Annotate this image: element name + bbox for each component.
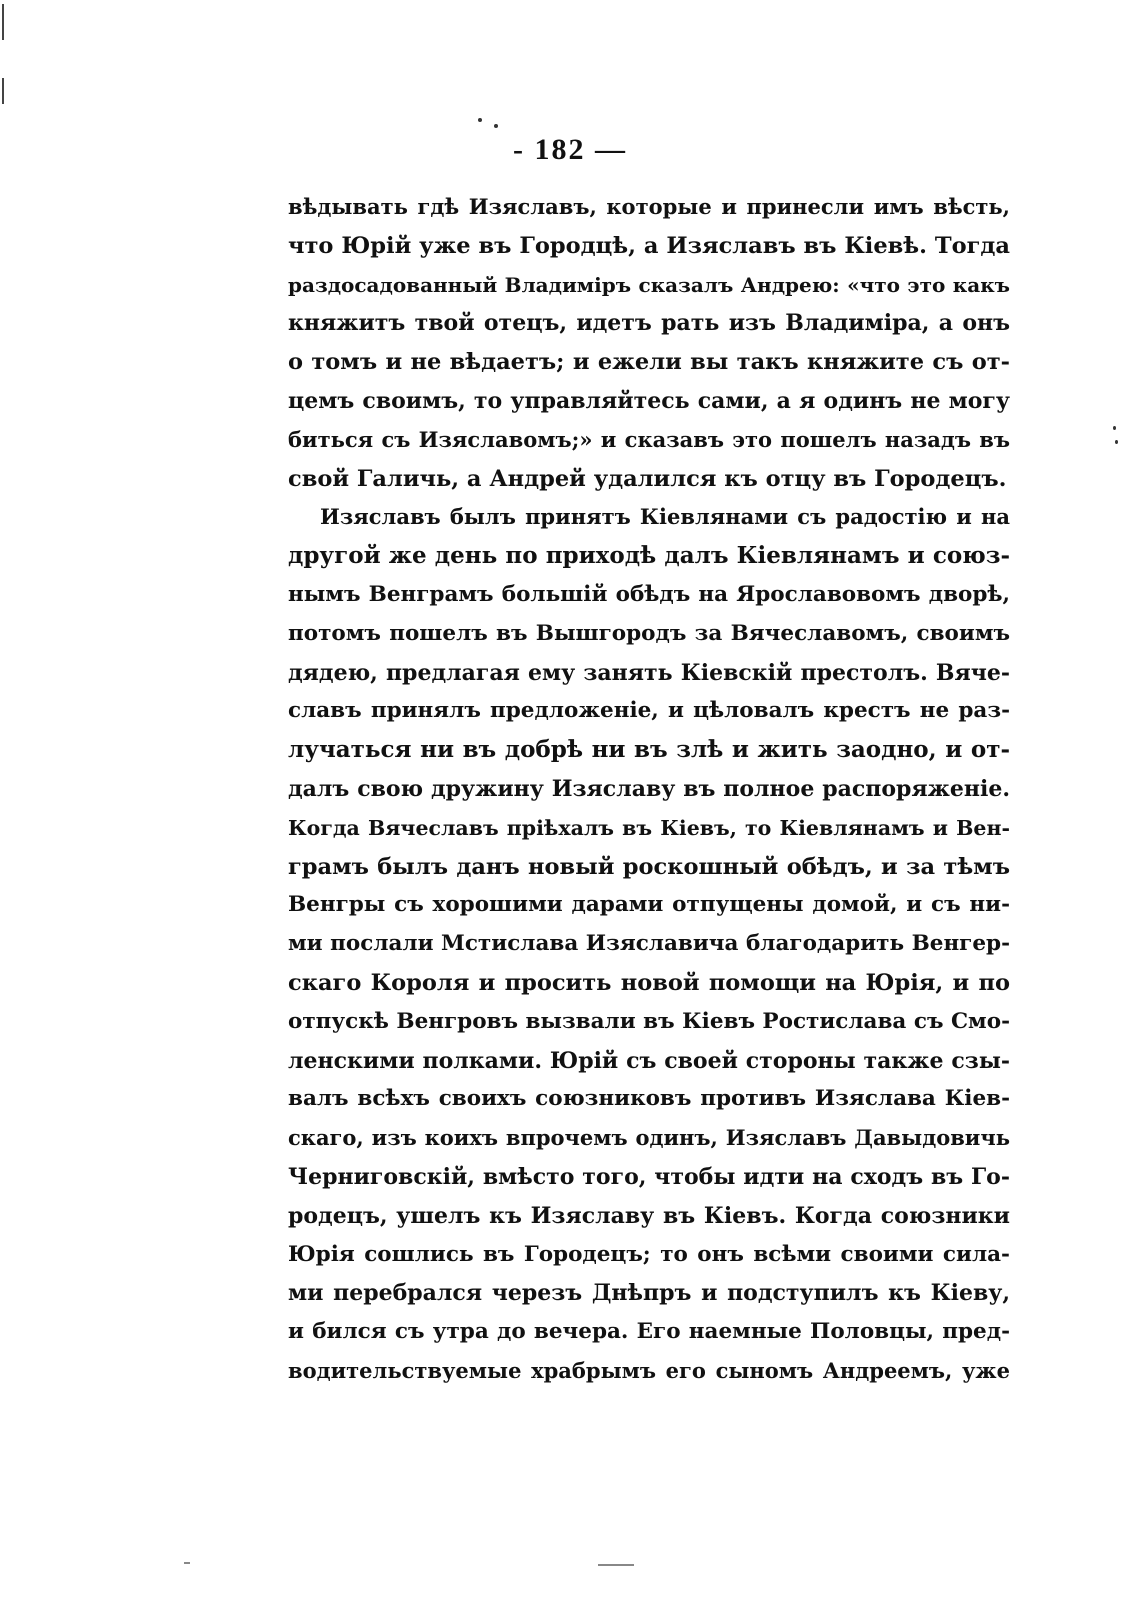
text-line: Юрія сошлись въ Городецъ; то онъ всѣми своими сила- [288, 1241, 1010, 1267]
text-line: нымъ Венграмъ большій обѣдъ на Ярославовомъ дворѣ, [288, 581, 1010, 607]
text-line: княжитъ твой отецъ, идетъ рать изъ Владиміра, а онъ [288, 310, 1010, 337]
text-line: ми послали Мстислава Изяславича благодарить Венгер- [288, 931, 1010, 957]
text-line: скаго Короля и просить новой помощи на Юрія, и по [288, 969, 1010, 996]
body-text [288, 188, 1010, 1391]
text-line: грамъ былъ данъ новый роскошный обѣдъ, и за тѣмъ [288, 853, 1010, 880]
scan-edge-mark [2, 78, 4, 104]
text-line: вѣдывать гдѣ Изяславъ, которые и принесли имъ вѣсть, [288, 194, 1010, 219]
text-line: водительствуемые храбрымъ его сыномъ Андреемъ, уже [288, 1357, 1010, 1383]
text-line: славъ принялъ предложеніе, и цѣловалъ крестъ не раз- [288, 698, 1010, 724]
text-line-paragraph-start: Изяславъ былъ принятъ Кіевлянами съ радостію и на [320, 504, 1010, 530]
scan-foot-mark [184, 1562, 190, 1564]
text-line: биться съ Изяславомъ;» и сказавъ это пошелъ назадъ въ [288, 426, 1010, 452]
text-line: что Юрій уже въ Городцѣ, а Изяславъ въ Кіевѣ. Тогда [288, 232, 1010, 259]
page-number: - 182 — [513, 133, 627, 166]
text-line: лучаться ни въ добрѣ ни въ злѣ и жить заодно, и от- [288, 736, 1010, 764]
text-line: Венгры съ хорошими дарами отпущены домой, и съ ни- [288, 892, 1010, 918]
text-line: далъ свою дружину Изяславу въ полное распоряженіе. [288, 775, 1010, 802]
text-line: раздосадованный Владиміръ сказалъ Андрею: «что это какъ [288, 272, 1010, 297]
text-line: потомъ пошелъ въ Вышгородъ за Вячеславомъ, своимъ [288, 620, 1010, 646]
text-line: и бился съ утра до вечера. Его наемные Половцы, пред- [288, 1319, 1010, 1345]
scan-speck [1115, 440, 1118, 444]
text-line: цемъ своимъ, то управляйтесь сами, а я одинъ не могу [288, 387, 1010, 414]
text-line: дядею, предлагая ему занять Кіевскій престолъ. Вяче- [288, 659, 1010, 686]
text-line: скаго, изъ коихъ впрочемъ одинъ, Изяславъ Давыдовичь [288, 1125, 1010, 1151]
text-line-paragraph-end: свой Галичь, а Андрей удалился къ отцу въ Городецъ. [288, 465, 1007, 492]
text-line: валъ всѣхъ своихъ союзниковъ противъ Изяслава Кіев- [288, 1086, 1010, 1112]
text-line: Когда Вячеславъ пріѣхалъ въ Кіевъ, то Кіевлянамъ и Вен- [288, 815, 1010, 840]
text-line: ленскими полками. Юрій съ своей стороны также сзы- [288, 1047, 1010, 1074]
text-line: о томъ и не вѣдаетъ; и ежели вы такъ княжите съ от- [288, 349, 1010, 376]
text-line: другой же день по приходѣ далъ Кіевлянамъ и союз- [288, 542, 1010, 570]
text-line: отпускѣ Венгровъ вызвали въ Кіевъ Ростислава съ Смо- [288, 1008, 1010, 1034]
text-line: ми перебрался черезъ Днѣпръ и подступилъ къ Кіеву, [288, 1280, 1010, 1307]
scan-edge-mark [2, 4, 4, 40]
text-line: Черниговскій, вмѣсто того, чтобы идти на сходъ въ Го- [288, 1163, 1010, 1190]
scan-speck [1113, 426, 1116, 430]
scan-foot-mark [598, 1564, 634, 1566]
scan-speck [478, 118, 482, 122]
text-line: родецъ, ушелъ къ Изяславу въ Кіевъ. Когда союзники [288, 1202, 1010, 1229]
